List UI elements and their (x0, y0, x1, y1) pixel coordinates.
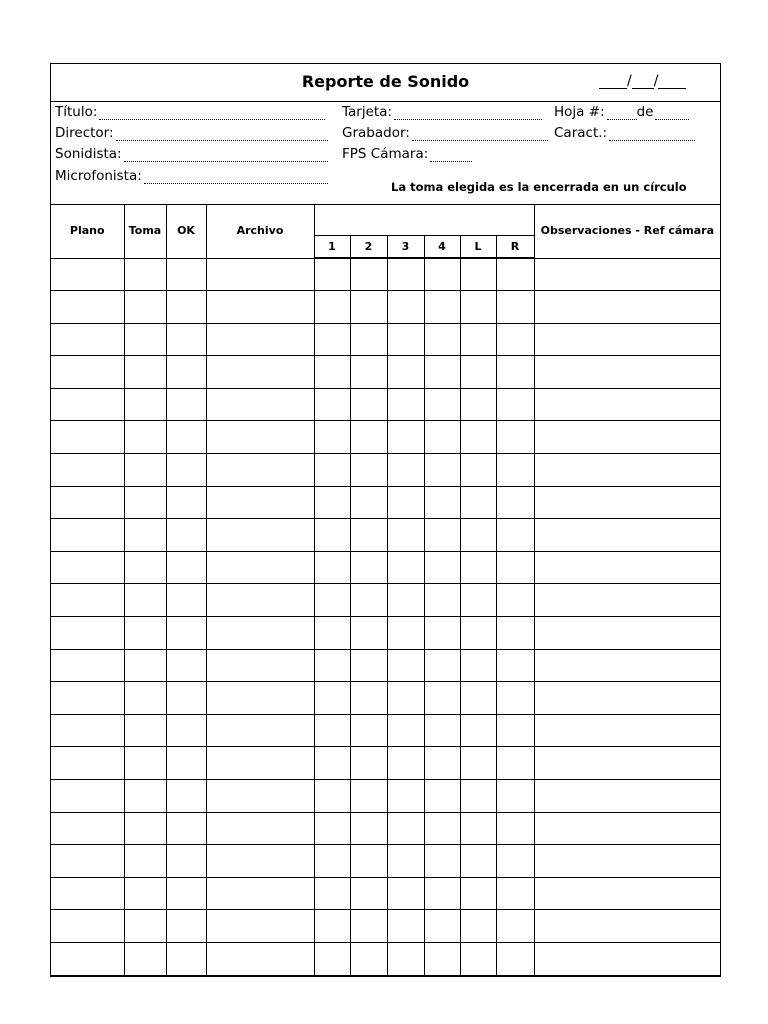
table-cell[interactable] (460, 649, 496, 682)
table-cell[interactable] (166, 454, 206, 487)
table-cell[interactable] (350, 682, 387, 715)
table-cell[interactable] (350, 877, 387, 910)
table-cell[interactable] (424, 551, 460, 584)
table-cell[interactable] (534, 454, 720, 487)
table-cell[interactable] (124, 649, 166, 682)
table-cell[interactable] (424, 780, 460, 813)
table-cell[interactable] (534, 812, 720, 845)
table-cell[interactable] (51, 551, 124, 584)
table-cell[interactable] (496, 714, 534, 747)
table-cell[interactable] (534, 877, 720, 910)
table-cell[interactable] (496, 356, 534, 389)
table-cell[interactable] (496, 747, 534, 780)
table-cell[interactable] (387, 942, 424, 975)
table-cell[interactable] (206, 812, 314, 845)
table-cell[interactable] (166, 421, 206, 454)
table-cell[interactable] (124, 454, 166, 487)
table-cell[interactable] (387, 258, 424, 291)
table-cell[interactable] (166, 812, 206, 845)
table-cell[interactable] (166, 551, 206, 584)
table-cell[interactable] (496, 812, 534, 845)
table-cell[interactable] (496, 780, 534, 813)
grabador-field[interactable]: Grabador: (342, 125, 548, 141)
table-cell[interactable] (350, 812, 387, 845)
table-cell[interactable] (51, 910, 124, 943)
table-cell[interactable] (460, 845, 496, 878)
table-cell[interactable] (387, 877, 424, 910)
table-cell[interactable] (51, 388, 124, 421)
table-cell[interactable] (496, 942, 534, 975)
table-cell[interactable] (424, 617, 460, 650)
col-track-2: 2 (350, 235, 387, 258)
table-cell[interactable] (534, 258, 720, 291)
table-cell[interactable] (387, 421, 424, 454)
table-cell[interactable] (534, 942, 720, 975)
table-cell[interactable] (314, 421, 350, 454)
table-cell[interactable] (496, 649, 534, 682)
table-cell[interactable] (166, 780, 206, 813)
table-cell[interactable] (350, 486, 387, 519)
table-cell[interactable] (424, 421, 460, 454)
table-cell[interactable] (206, 584, 314, 617)
table-cell[interactable] (460, 454, 496, 487)
table-cell[interactable] (51, 682, 124, 715)
table-cell[interactable] (424, 942, 460, 975)
table-cell[interactable] (166, 617, 206, 650)
table-cell[interactable] (350, 258, 387, 291)
table-cell[interactable] (166, 942, 206, 975)
table-cell[interactable] (314, 617, 350, 650)
table-cell[interactable] (51, 584, 124, 617)
table-cell[interactable] (314, 714, 350, 747)
table-cell[interactable] (424, 649, 460, 682)
table-cell[interactable] (314, 682, 350, 715)
table-cell[interactable] (314, 812, 350, 845)
table-cell[interactable] (387, 714, 424, 747)
table-cell[interactable] (534, 388, 720, 421)
table-cell[interactable] (124, 551, 166, 584)
table-cell[interactable] (534, 780, 720, 813)
table-cell[interactable] (350, 649, 387, 682)
table-cell[interactable] (51, 323, 124, 356)
table-cell[interactable] (350, 714, 387, 747)
table-cell[interactable] (424, 323, 460, 356)
table-row (51, 519, 720, 552)
table-cell[interactable] (206, 649, 314, 682)
table-cell[interactable] (460, 291, 496, 324)
table-row (51, 747, 720, 780)
table-cell[interactable] (460, 910, 496, 943)
table-cell[interactable] (314, 747, 350, 780)
table-cell[interactable] (424, 291, 460, 324)
table-cell[interactable] (314, 388, 350, 421)
table-cell[interactable] (314, 649, 350, 682)
table-cell[interactable] (387, 323, 424, 356)
table-row (51, 617, 720, 650)
table-cell[interactable] (387, 910, 424, 943)
table-cell[interactable] (350, 291, 387, 324)
table-cell[interactable] (534, 649, 720, 682)
table-cell[interactable] (387, 291, 424, 324)
table-cell[interactable] (206, 877, 314, 910)
table-cell[interactable] (124, 519, 166, 552)
table-cell[interactable] (166, 323, 206, 356)
table-cell[interactable] (534, 682, 720, 715)
table-row (51, 877, 720, 910)
table-cell[interactable] (166, 714, 206, 747)
table-cell[interactable] (387, 747, 424, 780)
table-cell[interactable] (350, 421, 387, 454)
table-cell[interactable] (314, 258, 350, 291)
table-cell[interactable] (206, 454, 314, 487)
table-cell[interactable] (124, 747, 166, 780)
table-cell[interactable] (206, 486, 314, 519)
table-row (51, 682, 720, 715)
table-cell[interactable] (124, 486, 166, 519)
table-cell[interactable] (51, 942, 124, 975)
table-cell[interactable] (534, 617, 720, 650)
table-cell[interactable] (206, 910, 314, 943)
table-cell[interactable] (314, 454, 350, 487)
table-cell[interactable] (314, 291, 350, 324)
table-cell[interactable] (206, 747, 314, 780)
fps-camara-field[interactable]: FPS Cámara: (342, 146, 472, 162)
table-row (51, 323, 720, 356)
table-cell[interactable] (51, 258, 124, 291)
table-cell[interactable] (314, 356, 350, 389)
table-cell[interactable] (350, 845, 387, 878)
table-cell[interactable] (496, 258, 534, 291)
table-cell[interactable] (166, 845, 206, 878)
table-row (51, 910, 720, 943)
table-cell[interactable] (496, 388, 534, 421)
table-cell[interactable] (124, 617, 166, 650)
table-cell[interactable] (124, 877, 166, 910)
date-field[interactable]: / / (599, 73, 686, 89)
table-cell[interactable] (124, 714, 166, 747)
tarjeta-field[interactable]: Tarjeta: (342, 104, 542, 120)
col-ok: OK (166, 204, 206, 258)
table-cell[interactable] (460, 747, 496, 780)
table-cell[interactable] (206, 682, 314, 715)
table-cell[interactable] (314, 780, 350, 813)
table-cell[interactable] (387, 584, 424, 617)
col-tracks-group (314, 204, 534, 235)
table-cell[interactable] (496, 910, 534, 943)
table-cell[interactable] (496, 323, 534, 356)
table-row (51, 454, 720, 487)
table-cell[interactable] (124, 291, 166, 324)
table-cell[interactable] (206, 356, 314, 389)
table-cell[interactable] (350, 388, 387, 421)
table-cell[interactable] (534, 714, 720, 747)
takes-table (51, 204, 720, 976)
table-row (51, 812, 720, 845)
info-section (51, 101, 720, 205)
table-cell[interactable] (124, 845, 166, 878)
table-cell[interactable] (534, 910, 720, 943)
table-cell[interactable] (206, 780, 314, 813)
col-track-l: L (460, 235, 496, 258)
sonidista-field[interactable]: Sonidista: (55, 146, 328, 162)
table-cell[interactable] (51, 519, 124, 552)
table-cell[interactable] (424, 682, 460, 715)
table-cell[interactable] (51, 421, 124, 454)
table-cell[interactable] (350, 584, 387, 617)
table-cell[interactable] (166, 486, 206, 519)
col-track-1: 1 (314, 235, 350, 258)
table-cell[interactable] (51, 454, 124, 487)
table-cell[interactable] (124, 584, 166, 617)
table-cell[interactable] (350, 356, 387, 389)
table-cell[interactable] (387, 780, 424, 813)
table-cell[interactable] (496, 519, 534, 552)
table-cell[interactable] (460, 682, 496, 715)
table-cell[interactable] (51, 486, 124, 519)
col-track-4: 4 (424, 235, 460, 258)
table-cell[interactable] (166, 747, 206, 780)
table-cell[interactable] (124, 388, 166, 421)
table-cell[interactable] (314, 845, 350, 878)
table-cell[interactable] (166, 388, 206, 421)
table-cell[interactable] (387, 388, 424, 421)
col-track-3: 3 (387, 235, 424, 258)
table-cell[interactable] (166, 682, 206, 715)
table-cell[interactable] (387, 845, 424, 878)
director-field[interactable]: Director: (55, 125, 328, 141)
title-row (51, 64, 720, 102)
table-cell[interactable] (206, 323, 314, 356)
caract-field[interactable]: Caract.: (554, 125, 695, 141)
table-cell[interactable] (206, 291, 314, 324)
table-cell[interactable] (166, 877, 206, 910)
table-row (51, 356, 720, 389)
table-cell[interactable] (460, 584, 496, 617)
table-cell[interactable] (166, 258, 206, 291)
table-cell[interactable] (350, 617, 387, 650)
table-cell[interactable] (534, 584, 720, 617)
table-cell[interactable] (460, 812, 496, 845)
table-cell[interactable] (206, 519, 314, 552)
table-cell[interactable] (460, 617, 496, 650)
sound-report-sheet (50, 63, 721, 977)
table-cell[interactable] (350, 747, 387, 780)
table-row (51, 486, 720, 519)
table-cell[interactable] (124, 421, 166, 454)
table-cell[interactable] (534, 323, 720, 356)
table-row (51, 780, 720, 813)
table-cell[interactable] (51, 845, 124, 878)
table-cell[interactable] (460, 551, 496, 584)
table-cell[interactable] (124, 910, 166, 943)
table-cell[interactable] (51, 812, 124, 845)
table-cell[interactable] (424, 486, 460, 519)
table-row (51, 388, 720, 421)
table-cell[interactable] (534, 747, 720, 780)
table-cell[interactable] (424, 388, 460, 421)
table-cell[interactable] (314, 323, 350, 356)
table-cell[interactable] (424, 845, 460, 878)
table-cell[interactable] (350, 454, 387, 487)
table-cell[interactable] (206, 617, 314, 650)
table-cell[interactable] (51, 747, 124, 780)
table-cell[interactable] (496, 682, 534, 715)
table-cell[interactable] (166, 356, 206, 389)
table-row (51, 942, 720, 975)
table-cell[interactable] (460, 714, 496, 747)
table-cell[interactable] (51, 780, 124, 813)
table-cell[interactable] (314, 877, 350, 910)
table-cell[interactable] (206, 551, 314, 584)
table-cell[interactable] (534, 486, 720, 519)
table-cell[interactable] (534, 519, 720, 552)
table-cell[interactable] (314, 519, 350, 552)
table-cell[interactable] (206, 714, 314, 747)
table-cell[interactable] (424, 584, 460, 617)
microfonista-field[interactable]: Microfonista: (55, 168, 328, 184)
table-cell[interactable] (350, 551, 387, 584)
table-cell[interactable] (496, 454, 534, 487)
table-cell[interactable] (166, 649, 206, 682)
circled-take-note: La toma elegida es la encerrada en un círculo (391, 180, 687, 194)
table-cell[interactable] (387, 551, 424, 584)
table-cell[interactable] (496, 486, 534, 519)
table-row (51, 584, 720, 617)
table-cell[interactable] (314, 551, 350, 584)
table-cell[interactable] (124, 780, 166, 813)
table-cell[interactable] (124, 258, 166, 291)
col-archivo: Archivo (206, 204, 314, 258)
table-cell[interactable] (534, 551, 720, 584)
table-cell[interactable] (460, 486, 496, 519)
table-cell[interactable] (350, 780, 387, 813)
table-cell[interactable] (424, 747, 460, 780)
table-cell[interactable] (206, 258, 314, 291)
table-cell[interactable] (314, 486, 350, 519)
table-cell[interactable] (424, 258, 460, 291)
table-cell[interactable] (51, 714, 124, 747)
table-cell[interactable] (314, 942, 350, 975)
table-cell[interactable] (51, 356, 124, 389)
table-cell[interactable] (496, 584, 534, 617)
table-cell[interactable] (387, 649, 424, 682)
table-cell[interactable] (51, 291, 124, 324)
table-cell[interactable] (51, 877, 124, 910)
table-row (51, 421, 720, 454)
table-cell[interactable] (206, 942, 314, 975)
table-cell[interactable] (460, 519, 496, 552)
table-cell[interactable] (387, 454, 424, 487)
table-cell[interactable] (387, 812, 424, 845)
table-cell[interactable] (124, 323, 166, 356)
table-row (51, 551, 720, 584)
table-cell[interactable] (424, 910, 460, 943)
table-cell[interactable] (387, 519, 424, 552)
table-cell[interactable] (496, 617, 534, 650)
table-cell[interactable] (534, 845, 720, 878)
table-cell[interactable] (350, 942, 387, 975)
table-cell[interactable] (124, 356, 166, 389)
table-row (51, 649, 720, 682)
table-cell[interactable] (314, 584, 350, 617)
col-toma: Toma (124, 204, 166, 258)
table-cell[interactable] (124, 942, 166, 975)
table-cell[interactable] (206, 388, 314, 421)
table-cell[interactable] (166, 519, 206, 552)
table-cell[interactable] (496, 877, 534, 910)
table-cell[interactable] (166, 291, 206, 324)
table-cell[interactable] (166, 910, 206, 943)
table-row (51, 845, 720, 878)
hoja-field[interactable]: Hoja #: de (554, 104, 689, 120)
col-plano: Plano (51, 204, 124, 258)
table-row (51, 714, 720, 747)
table-cell[interactable] (314, 910, 350, 943)
table-cell[interactable] (424, 454, 460, 487)
table-row (51, 258, 720, 291)
table-cell[interactable] (460, 877, 496, 910)
table-cell[interactable] (124, 682, 166, 715)
table-cell[interactable] (387, 682, 424, 715)
table-cell[interactable] (424, 877, 460, 910)
table-cell[interactable] (387, 486, 424, 519)
table-cell[interactable] (424, 356, 460, 389)
col-track-r: R (496, 235, 534, 258)
table-cell[interactable] (460, 356, 496, 389)
table-cell[interactable] (124, 812, 166, 845)
table-cell[interactable] (496, 291, 534, 324)
table-cell[interactable] (460, 258, 496, 291)
table-row (51, 291, 720, 324)
table-cell[interactable] (496, 421, 534, 454)
table-cell[interactable] (51, 649, 124, 682)
table-cell[interactable] (460, 780, 496, 813)
table-cell[interactable] (460, 323, 496, 356)
report-title: Reporte de Sonido (301, 72, 470, 91)
table-cell[interactable] (424, 714, 460, 747)
table-cell[interactable] (166, 584, 206, 617)
table-cell[interactable] (534, 291, 720, 324)
table-cell[interactable] (534, 356, 720, 389)
table-cell[interactable] (534, 421, 720, 454)
table-cell[interactable] (424, 519, 460, 552)
table-cell[interactable] (460, 421, 496, 454)
table-cell[interactable] (387, 617, 424, 650)
table-cell[interactable] (350, 519, 387, 552)
table-cell[interactable] (496, 845, 534, 878)
table-cell[interactable] (350, 323, 387, 356)
table-cell[interactable] (51, 617, 124, 650)
table-cell[interactable] (424, 812, 460, 845)
table-cell[interactable] (460, 942, 496, 975)
table-cell[interactable] (350, 910, 387, 943)
table-cell[interactable] (496, 551, 534, 584)
col-observaciones: Observaciones - Ref cámara (534, 204, 720, 258)
table-cell[interactable] (460, 388, 496, 421)
table-cell[interactable] (206, 845, 314, 878)
table-cell[interactable] (387, 356, 424, 389)
titulo-field[interactable]: Título: (55, 104, 325, 120)
table-cell[interactable] (206, 421, 314, 454)
